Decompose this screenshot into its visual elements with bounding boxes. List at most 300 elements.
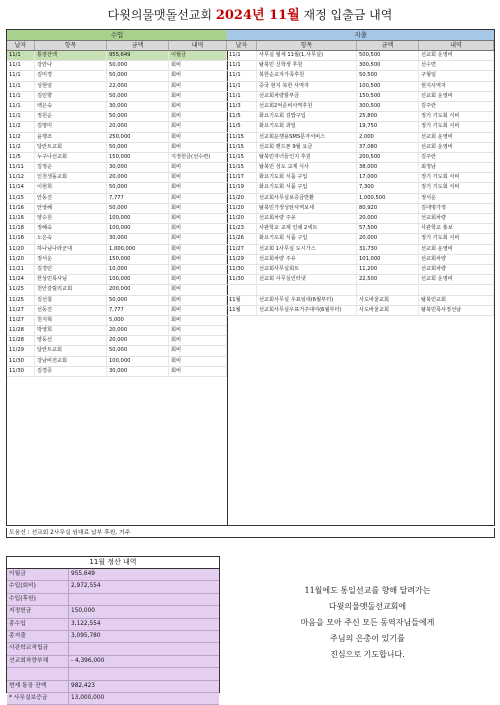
expense-cell-date: 11/1: [227, 51, 257, 60]
expense-cell-item: 선교회차량 주유: [257, 214, 357, 223]
income-cell-date: 11/1: [7, 112, 35, 121]
summary-value: 2,972,554: [71, 583, 101, 590]
income-cell-detail: 회비: [169, 183, 227, 192]
income-cell-amount: 30,000: [107, 234, 169, 243]
expense-cell-detail: 김주란: [419, 102, 494, 111]
expense-cell-amount: [357, 285, 419, 294]
expense-row: [227, 214, 494, 224]
expense-row: [227, 296, 494, 306]
summary-value: [69, 594, 219, 605]
expense-cell-date: 11/17: [227, 173, 257, 182]
income-cell-date: 11/5: [7, 153, 35, 162]
summary-label: 이월금: [7, 569, 69, 580]
donation-note: 도움선 : 선교회 2사무실 임대료 납부 후원, 거주: [6, 528, 495, 538]
income-column-headers: [7, 40, 227, 51]
income-cell-date: 11/18: [7, 234, 35, 243]
summary-rows: [7, 569, 219, 705]
expense-cell-detail: 선수면: [419, 61, 494, 70]
income-row: [7, 224, 227, 234]
expense-cell-amount: 150,500: [357, 92, 419, 101]
income-cell-date: 11/30: [7, 357, 35, 366]
expense-row: [227, 153, 494, 163]
expense-cell-amount: 80,920: [357, 204, 419, 213]
expense-row: [227, 133, 494, 143]
expense-row: [227, 173, 494, 183]
expense-cell-detail: 정서운: [419, 194, 494, 203]
expense-cell-item: 선교회운행용SMS문자서비스: [257, 133, 357, 142]
income-cell-item: 선동진: [35, 306, 107, 315]
income-col-detail: 내역: [169, 41, 227, 50]
expense-cell-amount: 17,000: [357, 173, 419, 182]
income-cell-item: 김경민: [35, 265, 107, 274]
income-section: [7, 30, 228, 525]
expense-cell-date: 11/15: [227, 143, 257, 152]
expense-row: [227, 71, 494, 81]
income-cell-item: 정서운: [35, 255, 107, 264]
title-suffix: 재정 입출금 내역: [299, 8, 393, 22]
summary-label: [7, 668, 69, 679]
income-cell-item: 한상민목사님: [35, 275, 107, 284]
income-cell-item: 박영희: [35, 326, 107, 335]
expense-cell-item: 화요기도회 과일: [257, 122, 357, 131]
income-cell-date: 11/1: [7, 51, 35, 60]
expense-cell-date: 11/29: [227, 255, 257, 264]
income-row: [7, 346, 227, 356]
expense-cell-amount: 22,500: [357, 275, 419, 284]
income-row: [7, 51, 227, 61]
expense-cell-date: 11/3: [227, 102, 257, 111]
income-cell-item: 김명미: [35, 122, 107, 131]
summary-label: 총수입: [7, 619, 69, 630]
expense-row: [227, 61, 494, 71]
income-cell-date: 11/11: [7, 163, 35, 172]
expense-cell-item: 선교회차량 주유: [257, 255, 357, 264]
income-cell-detail: 이월금: [169, 51, 227, 60]
income-row: [7, 153, 227, 163]
summary-row: [7, 643, 219, 655]
income-row: [7, 245, 227, 255]
income-row: [7, 326, 227, 336]
expense-cell-item: 중국 현지 북한 사역자: [257, 82, 357, 91]
income-row: [7, 143, 227, 153]
summary-label: 현재 통장 잔액: [7, 681, 69, 692]
income-cell-item: 천안갈릴리교회: [35, 285, 107, 294]
expense-cell-date: 11/15: [227, 153, 257, 162]
expense-cell-item: 선교회사무실보증금반환: [257, 194, 357, 203]
income-cell-detail: 회비: [169, 112, 227, 121]
income-cell-amount: 10,000: [107, 265, 169, 274]
income-cell-detail: 회비: [169, 224, 227, 233]
expense-cell-item: 사무실 월세 11월(1,사무실): [257, 51, 357, 60]
income-cell-detail: 회비: [169, 173, 227, 182]
expense-cell-item: 선교회 사무실인터넷: [257, 275, 357, 284]
income-rows: [7, 51, 227, 377]
summary-label: 사관학교적립금: [7, 643, 69, 654]
income-cell-date: 11/2: [7, 122, 35, 131]
income-cell-detail: 회비: [169, 306, 227, 315]
expense-row: [227, 224, 494, 234]
income-cell-item: 정원순: [35, 112, 107, 121]
expense-cell-detail: 선교회 운영비: [419, 92, 494, 101]
expense-cell-item: [257, 285, 357, 294]
page-title: [0, 6, 500, 25]
expense-rows: [227, 51, 494, 316]
income-row: [7, 275, 227, 285]
summary-label: * 사무실보증금: [7, 693, 69, 704]
income-row: [7, 194, 227, 204]
income-cell-amount: 20,000: [107, 326, 169, 335]
income-cell-amount: 50,000: [107, 346, 169, 355]
expense-cell-date: 11/15: [227, 163, 257, 172]
expense-row: [227, 122, 494, 132]
income-cell-date: 11/24: [7, 275, 35, 284]
expense-cell-detail: 선교회차량: [419, 255, 494, 264]
income-cell-date: 11/25: [7, 285, 35, 294]
summary-label: 선교회차량부채: [7, 656, 69, 667]
income-cell-item: 김선칠: [35, 296, 107, 305]
income-cell-amount: 50,000: [107, 183, 169, 192]
income-cell-amount: 30,000: [107, 102, 169, 111]
summary-value: 955,649: [71, 571, 95, 577]
income-row: [7, 336, 227, 346]
expense-cell-detail: [419, 285, 494, 294]
income-cell-item: 윤행조: [35, 133, 107, 142]
expense-cell-date: 11/30: [227, 265, 257, 274]
income-cell-date: 11/20: [7, 255, 35, 264]
message-line: 다윗의물맷돌선교회에: [328, 602, 407, 611]
income-cell-date: 11/27: [7, 316, 35, 325]
title-year: 2024년 11월: [215, 8, 300, 23]
income-cell-amount: 50,000: [107, 71, 169, 80]
expense-cell-amount: 사도바울교회: [357, 296, 419, 305]
expense-cell-amount: 100,500: [357, 82, 419, 91]
income-cell-date: 11/1: [7, 82, 35, 91]
income-cell-date: 11/28: [7, 336, 35, 345]
expense-cell-amount: 사도바울교회: [357, 306, 419, 315]
income-cell-detail: 회비: [169, 82, 227, 91]
expense-cell-date: 11/5: [227, 112, 257, 121]
expense-cell-item: 사관학교 교재 인쇄 2세트: [257, 224, 357, 233]
summary-value: 3,122,554: [71, 620, 101, 627]
income-cell-detail: 회비: [169, 245, 227, 254]
income-cell-detail: 회비: [169, 204, 227, 213]
income-row: [7, 173, 227, 183]
expense-cell-detail: 선교회 운영비: [419, 51, 494, 60]
income-row: [7, 357, 227, 367]
income-cell-item: 백은숙: [35, 102, 107, 111]
expense-cell-date: 11/20: [227, 204, 257, 213]
expense-cell-detail: 탈북민목사정선남: [419, 306, 494, 315]
expense-cell-detail: 구형일: [419, 71, 494, 80]
income-cell-item: 김민향: [35, 92, 107, 101]
expense-cell-detail: 선교회차량: [419, 265, 494, 274]
income-row: [7, 285, 227, 295]
income-cell-item: 천지혁: [35, 316, 107, 325]
expense-cell-detail: 정기 기도회 식비: [419, 173, 494, 182]
income-cell-item: 이현희: [35, 183, 107, 192]
expense-cell-detail: 사관학교 홍보: [419, 224, 494, 233]
income-cell-amount: 7,777: [107, 194, 169, 203]
expense-cell-item: 북한순교자가족후원: [257, 71, 357, 80]
income-section-header: 수입: [7, 30, 227, 40]
income-cell-date: 11/25: [7, 296, 35, 305]
income-row: [7, 265, 227, 275]
income-cell-detail: 회비: [169, 255, 227, 264]
expense-cell-amount: 25,800: [357, 112, 419, 121]
expense-cell-date: 11/1: [227, 61, 257, 70]
income-cell-date: 11/20: [7, 245, 35, 254]
income-row: [7, 92, 227, 102]
expense-row: [227, 285, 494, 295]
income-cell-amount: 22,000: [107, 82, 169, 91]
summary-value: 13,000,000: [71, 694, 105, 701]
expense-cell-item: 선교회사무실회트: [257, 265, 357, 274]
expense-row: [227, 102, 494, 112]
expense-cell-amount: 1,000,500: [357, 194, 419, 203]
income-cell-amount: 50,000: [107, 204, 169, 213]
expense-cell-detail: 정기 기도회 식비: [419, 122, 494, 131]
income-row: [7, 367, 227, 377]
income-cell-amount: 100,000: [107, 224, 169, 233]
expense-row: [227, 163, 494, 173]
income-cell-amount: 100,000: [107, 275, 169, 284]
expense-row: [227, 82, 494, 92]
income-cell-amount: 20,000: [107, 336, 169, 345]
income-cell-amount: 20,000: [107, 173, 169, 182]
expense-row: [227, 92, 494, 102]
income-cell-amount: 30,000: [107, 367, 169, 376]
income-cell-date: 11/1: [7, 71, 35, 80]
expense-row: [227, 51, 494, 61]
income-cell-item: 달란트교회: [35, 346, 107, 355]
settlement-summary: [6, 556, 220, 701]
income-cell-amount: 1,000,000: [107, 245, 169, 254]
expense-col-date: 날자: [227, 41, 257, 50]
expense-cell-detail: 탈북민교회: [419, 296, 494, 305]
expense-cell-amount: 300,500: [357, 61, 419, 70]
expense-row: [227, 204, 494, 214]
expense-cell-date: 11/30: [227, 275, 257, 284]
income-cell-detail: 회비: [169, 336, 227, 345]
expense-cell-amount: 37,080: [357, 143, 419, 152]
income-cell-amount: 50,000: [107, 61, 169, 70]
summary-row: [7, 619, 219, 631]
expense-cell-detail: 정기 기도회 식비: [419, 183, 494, 192]
expense-cell-date: 11/5: [227, 122, 257, 131]
income-cell-amount: 50,000: [107, 296, 169, 305]
income-row: [7, 204, 227, 214]
summary-value: 982,423: [71, 682, 95, 689]
expense-cell-date: 11/1: [227, 92, 257, 101]
income-cell-detail: 회비: [169, 163, 227, 172]
expense-cell-date: 11/19: [227, 183, 257, 192]
income-cell-amount: 150,000: [107, 153, 169, 162]
expense-cell-item: 선교회차량할부금: [257, 92, 357, 101]
expense-cell-date: 11/1: [227, 71, 257, 80]
income-cell-item: 인천생돌교회: [35, 173, 107, 182]
income-col-amount: 금액: [107, 41, 169, 50]
income-col-date: 날자: [7, 41, 35, 50]
income-cell-detail: 회비: [169, 265, 227, 274]
expense-cell-amount: 300,500: [357, 102, 419, 111]
income-cell-detail: 회비: [169, 296, 227, 305]
expense-cell-detail: 선교회 운영비: [419, 275, 494, 284]
expense-row: [227, 275, 494, 285]
income-row: [7, 82, 227, 92]
income-cell-item: 성현임: [35, 82, 107, 91]
expense-cell-date: 11/20: [227, 194, 257, 203]
expense-cell-item: 탈북민 성도 교제 식사: [257, 163, 357, 172]
income-cell-item: 김미경: [35, 71, 107, 80]
message-line: 마음을 모아 주신 모든 동역자님들에게: [300, 618, 435, 627]
expense-cell-date: 11/15: [227, 133, 257, 142]
expense-cell-detail: 현지사역자: [419, 82, 494, 91]
expense-cell-date: 11월: [227, 306, 257, 315]
income-cell-item: 양동선: [35, 336, 107, 345]
expense-cell-date: 11/1: [227, 82, 257, 91]
expense-section: [227, 30, 494, 525]
income-cell-date: 11/1: [7, 92, 35, 101]
income-cell-date: 11/1: [7, 61, 35, 70]
expense-row: [227, 255, 494, 265]
income-row: [7, 112, 227, 122]
ledger-table: [6, 29, 495, 526]
income-cell-date: 11/16: [7, 214, 35, 223]
expense-cell-amount: 200,500: [357, 153, 419, 162]
income-cell-date: 11/18: [7, 224, 35, 233]
income-cell-amount: 50,000: [107, 143, 169, 152]
expense-cell-detail: 정기 기도회 식비: [419, 234, 494, 243]
income-cell-amount: 30,000: [107, 163, 169, 172]
expense-cell-detail: 정기 기도회 식비: [419, 112, 494, 121]
income-cell-amount: 50,000: [107, 112, 169, 121]
expense-row: [227, 306, 494, 316]
expense-cell-date: 11/23: [227, 224, 257, 233]
expense-cell-item: 화요기도회 식품 구입: [257, 173, 357, 182]
income-cell-detail: 회비: [169, 122, 227, 131]
expense-row: [227, 112, 494, 122]
income-row: [7, 163, 227, 173]
income-cell-amount: 5,000: [107, 316, 169, 325]
message-line: 11월에도 통일선교를 향해 달려가는: [304, 586, 431, 595]
expense-cell-item: 탈북민자녀들인지 후원: [257, 153, 357, 162]
income-cell-date: 11/15: [7, 194, 35, 203]
income-cell-date: 11/27: [7, 306, 35, 315]
income-cell-detail: 회비: [169, 357, 227, 366]
income-cell-date: 11/29: [7, 346, 35, 355]
thanks-message: [240, 583, 495, 663]
income-row: [7, 183, 227, 193]
expense-row: [227, 245, 494, 255]
summary-row: [7, 569, 219, 581]
income-cell-detail: 지정헌금(선수련): [169, 153, 227, 162]
summary-label: 수입(회비): [7, 581, 69, 592]
income-row: [7, 133, 227, 143]
title-prefix: 다윗의물맷돌선교회: [107, 8, 216, 22]
expense-cell-detail: 선교회 운영비: [419, 133, 494, 142]
expense-col-detail: 내역: [419, 41, 494, 50]
summary-label: 지정헌금: [7, 606, 69, 617]
income-col-item: 항목: [35, 41, 107, 50]
income-cell-amount: 200,000: [107, 285, 169, 294]
expense-cell-amount: 31,730: [357, 245, 419, 254]
income-row: [7, 306, 227, 316]
expense-cell-item: 탈북민가정성탄사역보세: [257, 204, 357, 213]
income-row: [7, 122, 227, 132]
income-cell-amount: 100,000: [107, 357, 169, 366]
expense-cell-amount: 38,000: [357, 163, 419, 172]
expense-cell-amount: 7,300: [357, 183, 419, 192]
expense-row: [227, 265, 494, 275]
income-cell-detail: 회비: [169, 285, 227, 294]
income-cell-detail: 회비: [169, 102, 227, 111]
expense-cell-detail: 선교회 운영비: [419, 143, 494, 152]
income-cell-item: 강남비전교회: [35, 357, 107, 366]
expense-cell-item: 화요기도회 식품 구입: [257, 234, 357, 243]
income-cell-item: 김경증: [35, 367, 107, 376]
income-cell-item: 달란트교회: [35, 143, 107, 152]
expense-cell-amount: 20,000: [357, 214, 419, 223]
income-cell-item: 누구나선교회: [35, 153, 107, 162]
income-cell-detail: 회비: [169, 194, 227, 203]
summary-row: [7, 594, 219, 606]
income-cell-date: 11/2: [7, 133, 35, 142]
income-cell-amount: 20,000: [107, 122, 169, 131]
income-cell-date: 11/2: [7, 143, 35, 152]
expense-cell-item: 탈북민 신학생 후원: [257, 61, 357, 70]
summary-row: [7, 606, 219, 618]
summary-value: - 4,396,000: [71, 657, 105, 664]
message-line: 진심으로 기도합니다.: [330, 650, 405, 659]
income-cell-date: 11/12: [7, 173, 35, 182]
income-row: [7, 316, 227, 326]
income-cell-detail: 회비: [169, 326, 227, 335]
expense-cell-item: 화요기도회 김밥구입: [257, 112, 357, 121]
expense-row: [227, 183, 494, 193]
income-cell-detail: 회비: [169, 61, 227, 70]
income-row: [7, 214, 227, 224]
income-cell-date: 11/21: [7, 265, 35, 274]
summary-row: [7, 631, 219, 643]
income-cell-detail: 회비: [169, 133, 227, 142]
summary-header: 11월 정산 내역: [7, 557, 219, 569]
expense-cell-amount: 57,500: [357, 224, 419, 233]
expense-col-amount: 금액: [357, 41, 419, 50]
income-cell-detail: 회비: [169, 316, 227, 325]
income-row: [7, 61, 227, 71]
income-cell-detail: 회비: [169, 143, 227, 152]
income-cell-date: 11/16: [7, 204, 35, 213]
income-cell-item: 하나님나라군대: [35, 245, 107, 254]
income-row: [7, 296, 227, 306]
expense-cell-amount: 500,500: [357, 51, 419, 60]
expense-cell-item: 선교회 1사무실 도시가스: [257, 245, 357, 254]
income-cell-item: 통장잔액: [35, 51, 107, 60]
income-row: [7, 102, 227, 112]
summary-label: 수입(후원): [7, 594, 69, 605]
income-cell-detail: 회비: [169, 214, 227, 223]
expense-cell-item: 선교회2억준비사역후원: [257, 102, 357, 111]
income-cell-detail: 회비: [169, 234, 227, 243]
expense-cell-amount: 20,000: [357, 234, 419, 243]
income-cell-detail: 회비: [169, 346, 227, 355]
expense-cell-date: 11/27: [227, 245, 257, 254]
income-cell-item: 안동진: [35, 194, 107, 203]
expense-cell-detail: 김대명가정: [419, 204, 494, 213]
expense-cell-detail: 최정남: [419, 163, 494, 172]
summary-label: 총지출: [7, 631, 69, 642]
income-cell-item: 양승원: [35, 214, 107, 223]
